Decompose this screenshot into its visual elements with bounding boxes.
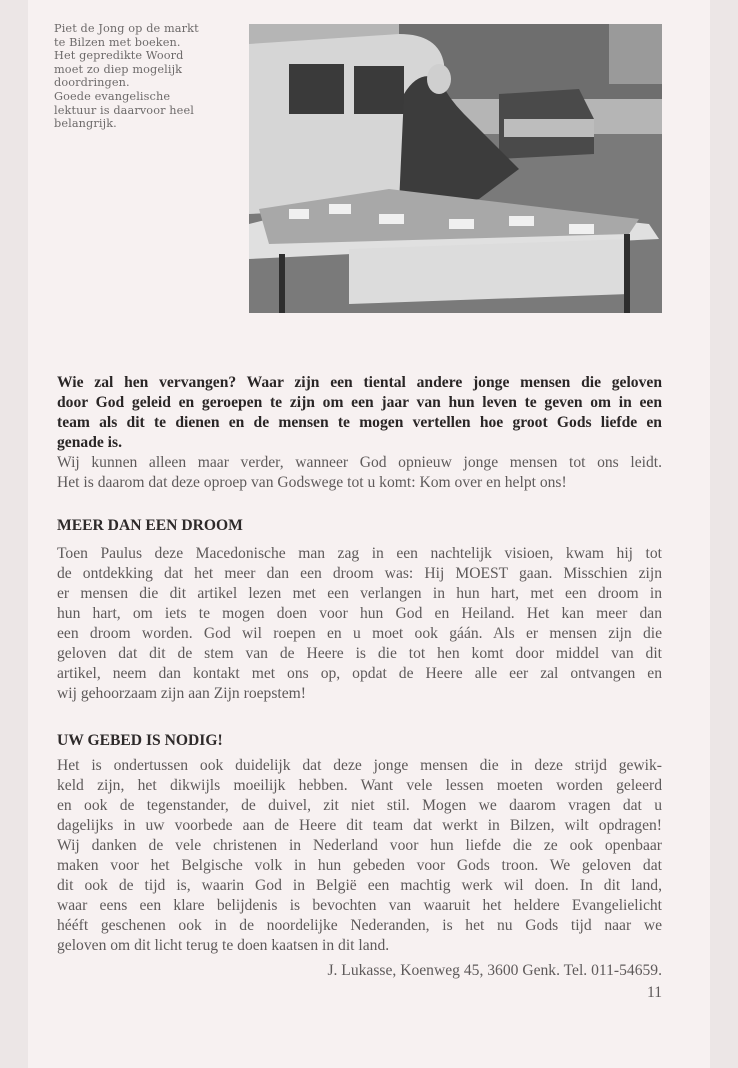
text-line: hééft geschenen ook in de noordelijke Nederanden, is het nu Gods tijd naar we [57, 917, 662, 934]
text-line: geloven dat dit de stem van de Heere is die tot hen komt door middel van dit [57, 645, 662, 662]
section-heading: UW GEBED IS NODIG! [57, 732, 223, 749]
text-line: Toen Paulus deze Macedonische man zag in een nachtelijk visioen, kwam hij tot [57, 545, 662, 562]
section-heading: MEER DAN EEN DROOM [57, 517, 243, 534]
text-line: Wij danken de vele christenen in Nederland voor hun liefde die ze ook openbaar [57, 837, 662, 854]
text-line: genade is. [57, 434, 122, 451]
caption-line: te Bilzen met boeken. [54, 35, 181, 49]
text-line: hun hart, om iets te mogen doen voor hun God en Heiland. Het kan meer dan [57, 605, 662, 622]
photo-caption [54, 22, 239, 131]
text-line: geloven om dit licht terug te doen kaatsen in dit land. [57, 937, 390, 954]
section-meer-dan-een-droom [57, 516, 662, 704]
text-line: dit ook de tijd is, waarin God in België een machtig werk wil doen. In dit land, [57, 877, 662, 894]
text-line: artikel, neem dan kontakt met ons op, opdat de Heere alle eer zal ontvangen en [57, 665, 662, 682]
intro-paragraph [57, 373, 662, 493]
caption-line: Het gepredikte Woord [54, 49, 184, 63]
caption-line: moet zo diep mogelijk [54, 62, 183, 76]
text-line: er mensen die dit artikel lezen met een verlangen in hun hart, met een droom in [57, 585, 662, 602]
caption-line: Piet de Jong op de markt [54, 22, 199, 35]
text-line: Wie zal hen vervangen? Waar zijn een tiental andere jonge mensen die geloven [57, 374, 662, 391]
text-line: en ook de tegenstander, de duivel, zit niet stil. Mogen we daarom vragen dat u [57, 797, 662, 814]
caption-line: belangrijk. [54, 117, 117, 131]
page-number: 11 [646, 984, 662, 1001]
text-line: Het is daarom dat deze oproep van Godswege tot u komt: Kom over en helpt ons! [57, 474, 567, 491]
caption-line: Goede evangelische [54, 89, 171, 103]
text-line: team als dit te dienen en de mensen te mogen vertellen hoe groot Gods liefde en [57, 414, 662, 431]
caption-line: lektuur is daarvoor heel [54, 103, 194, 117]
text-line: een droom worden. God wil roepen en u moet ook gáán. Als er mensen zijn die [57, 625, 662, 642]
section-uw-gebed-is-nodig [57, 731, 662, 956]
text-line: Het is ondertussen ook duidelijk dat deze jonge mensen die in deze strijd gewik- [57, 757, 662, 774]
text-line: de ontdekking dat het meer dan een droom was: Hij MOEST gaan. Misschien zijn [57, 565, 662, 582]
photo-book-market [249, 24, 662, 313]
text-line: Wij kunnen alleen maar verder, wanneer God opnieuw jonge mensen tot ons leidt. [57, 454, 662, 471]
text-line: waar eens een klare belijdenis is bevochten van waaruit het heldere Evangelielicht [57, 897, 662, 914]
caption-line: doordringen. [54, 76, 130, 90]
text-line: dagelijks in uw voorbede aan de Heere dit team dat werkt in Bilzen, wilt opdragen! [57, 817, 662, 834]
text-line: door God geleid en geroepen te zijn om een jaar van hun leven te geven om in een [57, 394, 662, 411]
signature-address: J. Lukasse, Koenweg 45, 3600 Genk. Tel. 011-54659. [327, 962, 662, 979]
text-line: maken voor het Belgische volk in hun gebeden voor Gods troon. We geloven dat [57, 857, 662, 874]
text-line: keld zijn, het dikwijls moeilijk hebben. Want vele lessen moeten worden geleerd [57, 777, 662, 794]
text-line: wij gehoorzaam zijn aan Zijn roepstem! [57, 685, 306, 702]
